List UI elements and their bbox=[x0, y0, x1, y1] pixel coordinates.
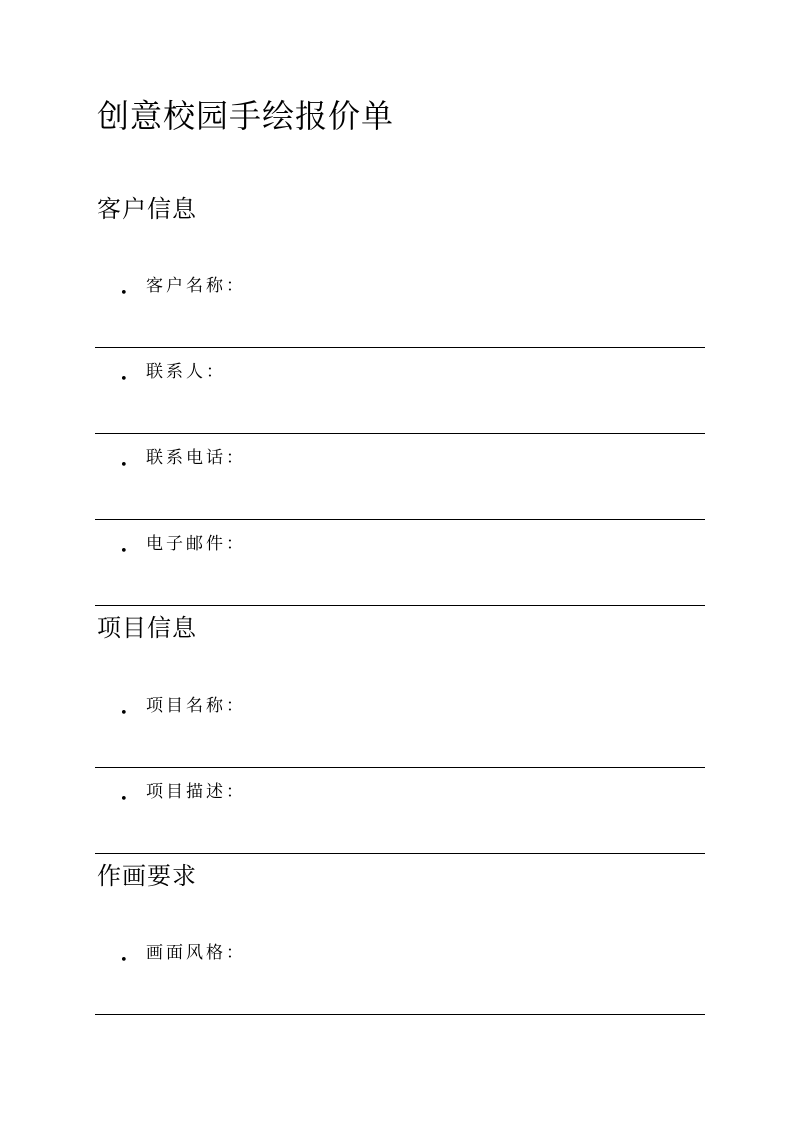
field-picture-style[interactable] bbox=[95, 929, 705, 1015]
section-heading-project: 项目信息 bbox=[97, 614, 197, 642]
field-contact-phone[interactable] bbox=[95, 434, 705, 520]
bullet: • bbox=[120, 792, 128, 807]
field-contact-person[interactable] bbox=[95, 348, 705, 434]
bullet: • bbox=[120, 286, 128, 301]
field-label-customer-name: 客户名称： bbox=[146, 276, 246, 296]
document-title: 创意校园手绘报价单 bbox=[97, 97, 395, 135]
field-label-contact-phone: 联系电话： bbox=[146, 448, 246, 468]
section-heading-customer: 客户信息 bbox=[97, 195, 197, 223]
field-email[interactable] bbox=[95, 520, 705, 606]
field-label-contact-person: 联系人： bbox=[146, 362, 226, 382]
field-label-picture-style: 画面风格： bbox=[146, 943, 246, 963]
bullet: • bbox=[120, 953, 128, 968]
field-project-name[interactable] bbox=[95, 682, 705, 768]
field-label-project-description: 项目描述： bbox=[146, 782, 246, 802]
bullet: • bbox=[120, 372, 128, 387]
field-label-email: 电子邮件： bbox=[146, 534, 246, 554]
bullet: • bbox=[120, 706, 128, 721]
section-heading-requirements: 作画要求 bbox=[97, 862, 197, 890]
bullet: • bbox=[120, 458, 128, 473]
field-customer-name[interactable] bbox=[95, 262, 705, 348]
bullet: • bbox=[120, 544, 128, 559]
field-label-project-name: 项目名称： bbox=[146, 696, 246, 716]
field-project-description[interactable] bbox=[95, 768, 705, 854]
